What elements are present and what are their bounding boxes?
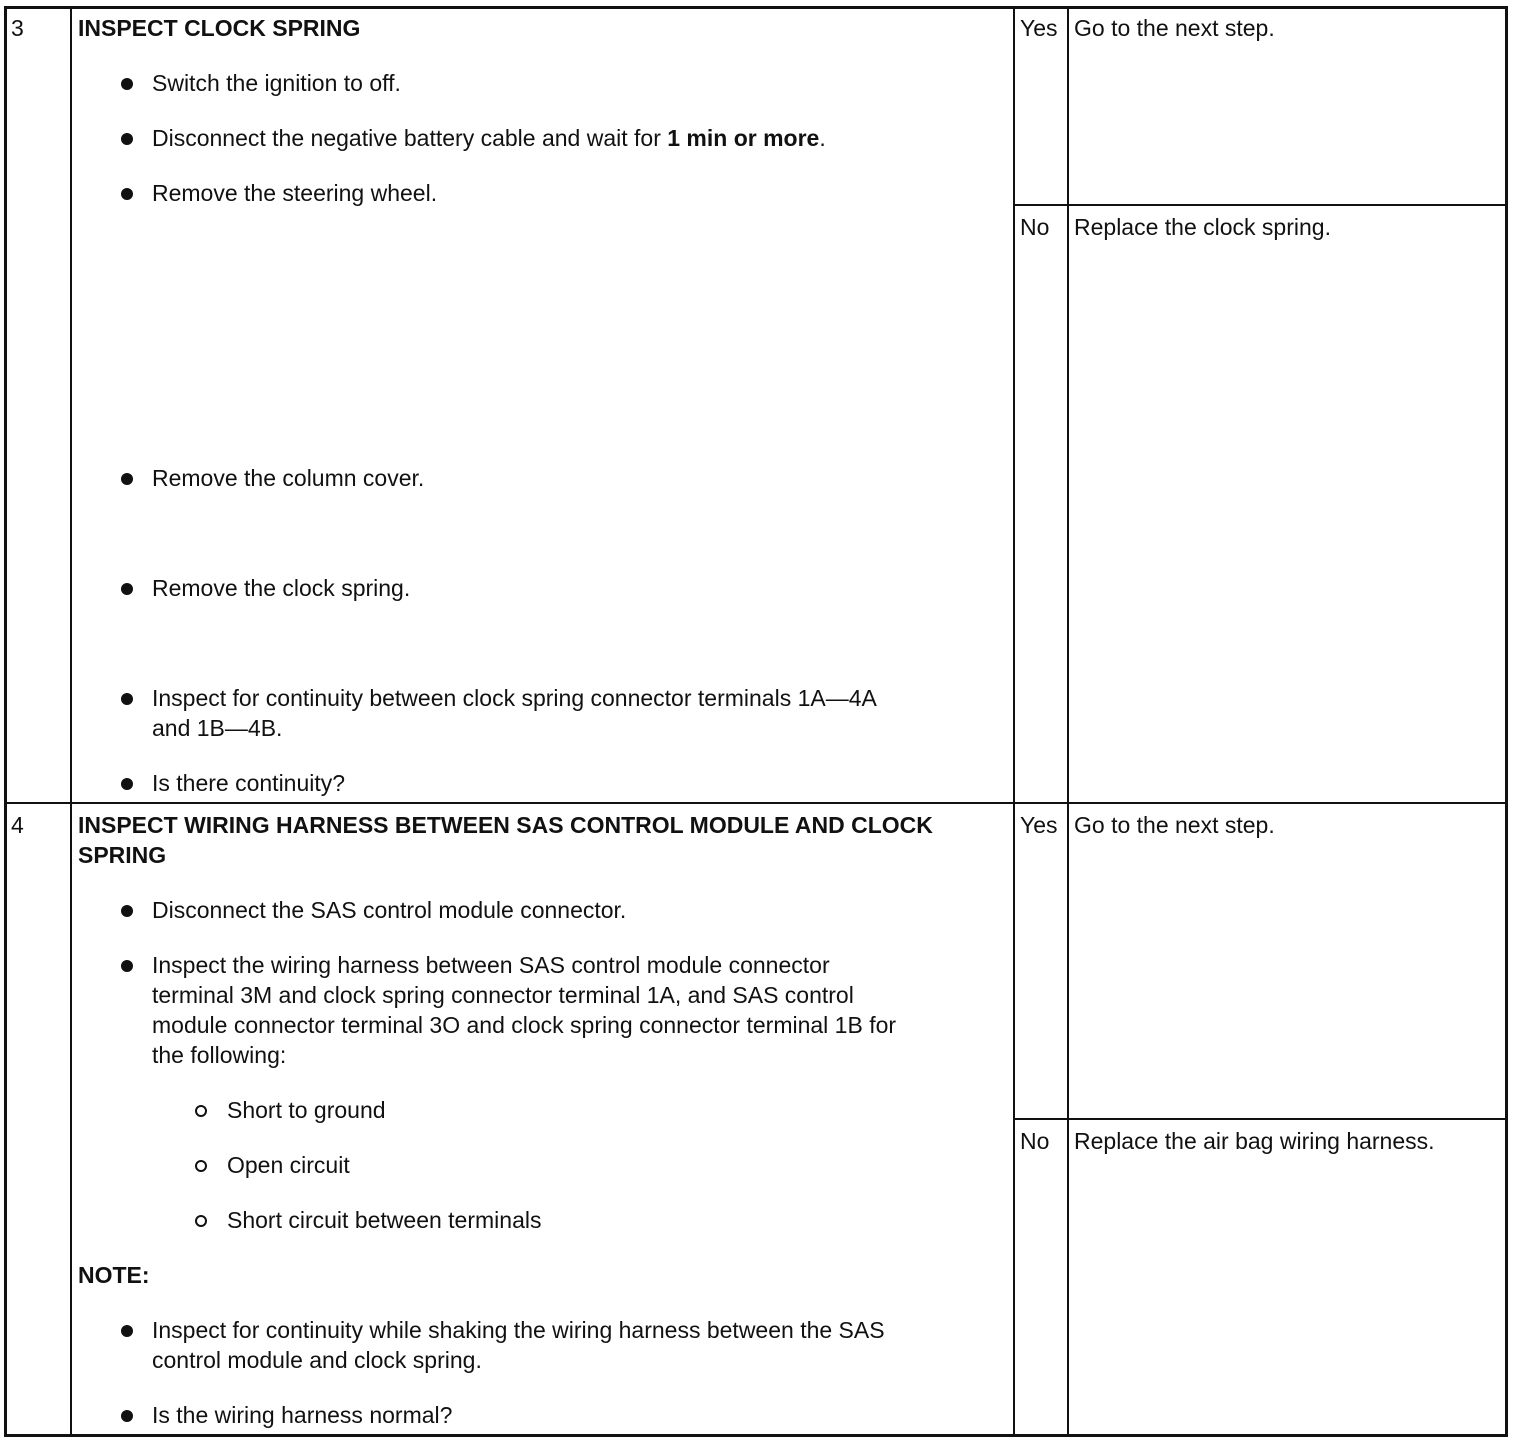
hollow-bullet-icon xyxy=(195,1160,207,1172)
row-divider-3-4 xyxy=(4,802,1508,804)
note-item-cont: control module and clock spring. xyxy=(152,1347,482,1373)
step-title: INSPECT CLOCK SPRING xyxy=(78,15,361,41)
instruction-item: Remove the clock spring. xyxy=(152,575,411,601)
col-divider-yesno xyxy=(1013,6,1015,1437)
yes-label: Yes xyxy=(1020,812,1058,838)
instruction-question: Is the wiring harness normal? xyxy=(152,1402,453,1428)
yes-label: Yes xyxy=(1020,15,1058,41)
bullet-icon xyxy=(121,1410,133,1422)
instruction-item: Inspect the wiring harness between SAS control module connector xyxy=(152,952,830,978)
sub-item: Short circuit between terminals xyxy=(227,1207,542,1233)
instruction-question: Is there continuity? xyxy=(152,770,346,796)
no-action: Replace the clock spring. xyxy=(1074,214,1331,240)
step-title-cont: SPRING xyxy=(78,842,167,868)
step-title: INSPECT WIRING HARNESS BETWEEN SAS CONTROL MODULE AND CLOCK xyxy=(78,812,933,838)
bullet-icon xyxy=(121,133,133,145)
note-label: NOTE: xyxy=(78,1262,150,1288)
bullet-icon xyxy=(121,78,133,90)
col-divider-number xyxy=(70,6,72,1437)
note-item: Inspect for continuity while shaking the wiring harness between the SAS xyxy=(152,1317,885,1343)
no-action: Replace the air bag wiring harness. xyxy=(1074,1128,1435,1154)
instruction-text: Disconnect the negative battery cable and wait for xyxy=(152,125,668,151)
bullet-icon xyxy=(121,1325,133,1337)
instruction-item-cont: terminal 3M and clock spring connector terminal 1A, and SAS control xyxy=(152,982,854,1008)
no-label: No xyxy=(1020,214,1050,240)
row-divider-4-yesno xyxy=(1013,1118,1508,1120)
step-number: 3 xyxy=(11,15,24,41)
no-label: No xyxy=(1020,1128,1050,1154)
instruction-item: Remove the column cover. xyxy=(152,465,425,491)
sub-item: Short to ground xyxy=(227,1097,386,1123)
bullet-icon xyxy=(121,778,133,790)
instruction-item: Inspect for continuity between clock spring connector terminals 1A—4A xyxy=(152,685,877,711)
instruction-tail: . xyxy=(819,125,826,151)
bullet-icon xyxy=(121,905,133,917)
step-number: 4 xyxy=(11,812,24,838)
bullet-icon xyxy=(121,188,133,200)
instruction-item: Disconnect the SAS control module connector. xyxy=(152,897,627,923)
yes-action: Go to the next step. xyxy=(1074,812,1275,838)
bullet-icon xyxy=(121,693,133,705)
row-divider-3-yesno xyxy=(1013,204,1508,206)
instruction-emphasis: 1 min or more xyxy=(667,125,820,151)
sub-item: Open circuit xyxy=(227,1152,350,1178)
yes-action: Go to the next step. xyxy=(1074,15,1275,41)
hollow-bullet-icon xyxy=(195,1215,207,1227)
instruction-item xyxy=(152,123,826,153)
instruction-item: Switch the ignition to off. xyxy=(152,70,401,96)
col-divider-action xyxy=(1067,6,1069,1437)
bullet-icon xyxy=(121,583,133,595)
instruction-item-cont: module connector terminal 3O and clock spring connector terminal 1B for xyxy=(152,1012,897,1038)
instruction-item-cont: and 1B—4B. xyxy=(152,715,283,741)
bullet-icon xyxy=(121,960,133,972)
instruction-item: Remove the steering wheel. xyxy=(152,180,438,206)
bullet-icon xyxy=(121,473,133,485)
hollow-bullet-icon xyxy=(195,1105,207,1117)
instruction-item-cont: the following: xyxy=(152,1042,287,1068)
